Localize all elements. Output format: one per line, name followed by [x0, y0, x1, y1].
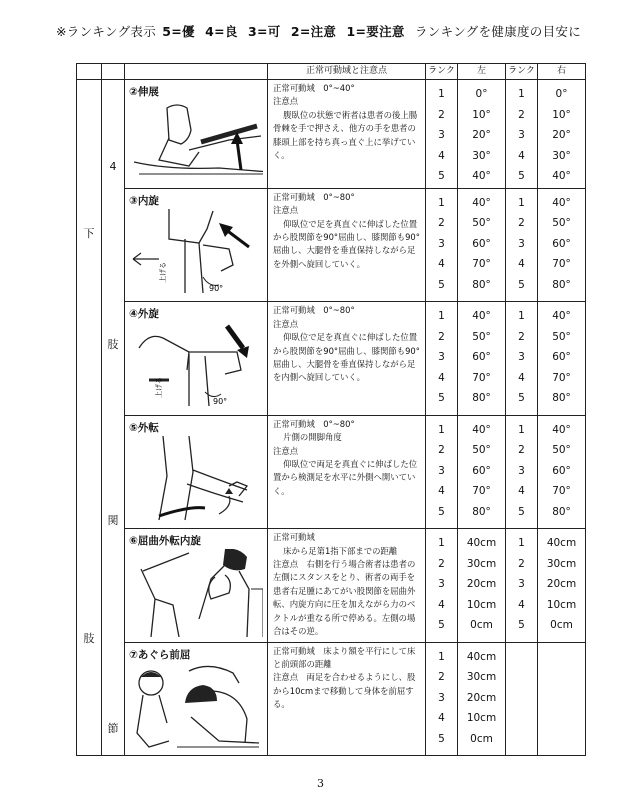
category-char-2: 肢 [107, 338, 119, 351]
rank-right-cell [506, 642, 538, 755]
ranking-legend [56, 22, 583, 40]
legend-rank-1: 1=要注意 [346, 24, 405, 39]
item-title: ②伸展 [129, 86, 159, 98]
legend-rank-4: 4=良 [205, 24, 238, 39]
external-rotation-illustration [129, 322, 263, 410]
rank-right-cell: 1 2 3 4 5 [506, 415, 538, 528]
left-value-cell: 40° 50° 60° 70° 80° [458, 302, 506, 415]
right-value-cell: 0° 10° 20° 30° 40° [538, 80, 586, 189]
rank-left-cell: 1 2 3 4 5 [426, 529, 458, 642]
internal-rotation-illustration [129, 209, 263, 297]
item-title: ⑤外転 [129, 421, 159, 434]
rank-right-cell: 1 2 3 4 5 [506, 188, 538, 301]
right-value-cell: 40cm 30cm 20cm 10cm 0cm [538, 529, 586, 642]
item-title: ⑦あぐら前屈 [129, 648, 191, 661]
header-right: 右 [538, 64, 586, 80]
illustration-cell [125, 529, 268, 642]
left-value-cell: 40cm 30cm 20cm 10cm 0cm [458, 642, 506, 755]
legend-suffix: ランキングを健康度の目安に [414, 24, 581, 39]
category-column [77, 80, 102, 756]
angle-label: 90° [213, 397, 228, 407]
left-value-cell: 40° 50° 60° 70° 80° [458, 188, 506, 301]
left-value-cell: 40° 50° 60° 70° 80° [458, 415, 506, 528]
right-value-cell [538, 642, 586, 755]
raise-label: 上げる [159, 261, 167, 283]
rank-right-cell: 1 2 3 4 5 [506, 80, 538, 189]
rank-left-cell: 1 2 3 4 5 [426, 188, 458, 301]
legend-rank-3: 3=可 [248, 24, 281, 39]
left-value-cell: 40cm 30cm 20cm 10cm 0cm [458, 529, 506, 642]
category-number: 4 [109, 160, 117, 173]
extension-illustration [129, 100, 263, 180]
category-char-4: 節 [107, 722, 119, 735]
item-description: 正常可動域 床より額を平行にして床と前頭部の距離 注意点 両足を合わせるようにし、股から10cmまで移動して身体を前屈する。 [268, 642, 426, 755]
legend-rank-5: 5=優 [162, 24, 195, 39]
abduction-illustration [129, 436, 263, 524]
right-value-cell: 40° 50° 60° 70° 80° [538, 188, 586, 301]
legend-prefix: ※ランキング表示 [56, 24, 156, 39]
item-description: 正常可動域 0°~40° 注意点 腹臥位の状態で術者は患者の後上腸骨棘を手で押さえ、他方の手を患者の膝頭上部を持ち真っ直ぐ上に挙げていく。 [268, 80, 426, 189]
illustration-cell [125, 302, 268, 415]
category-char-3: 関 [107, 514, 119, 527]
right-value-cell: 40° 50° 60° 70° 80° [538, 302, 586, 415]
item-title: ④外旋 [129, 308, 159, 321]
header-left: 左 [458, 64, 506, 80]
cross-legged-forward-bend-illustration [129, 663, 263, 751]
page-number: 3 [317, 777, 324, 790]
table-row [77, 80, 586, 189]
item-title: ③内旋 [129, 194, 159, 207]
item-description: 正常可動域 0°~80° 片側の開脚角度 注意点 仰臥位で両足を真直ぐに伸ばした位置から検測足を水平に外側へ開いていく。 [268, 415, 426, 528]
category-char-limb: 肢 [83, 632, 95, 645]
flexion-abduction-illustration [129, 549, 263, 637]
right-value-cell: 40° 50° 60° 70° 80° [538, 415, 586, 528]
item-description: 正常可動域 0°~80° 注意点 仰臥位で足を真直ぐに伸ばした位置から股関節を90°屈曲し、膝関節も90°屈曲し、大腿骨を垂直保持しながら足を内側へ旋回していく。 [268, 302, 426, 415]
raise-label: 上げる [155, 377, 163, 399]
table-row [77, 642, 586, 755]
rank-left-cell: 1 2 3 4 5 [426, 80, 458, 189]
illustration-cell [125, 415, 268, 528]
rank-left-cell: 1 2 3 4 5 [426, 302, 458, 415]
table-row [77, 529, 586, 642]
rank-right-cell: 1 2 3 4 5 [506, 529, 538, 642]
illustration-cell [125, 642, 268, 755]
legend-rank-2: 2=注意 [290, 24, 337, 39]
illustration-cell [125, 188, 268, 301]
angle-label: 90° [209, 283, 224, 293]
table-header [77, 64, 586, 80]
item-description: 正常可動域 0°~80° 注意点 仰臥位で足を真直ぐに伸ばした位置から股関節を90°屈曲し、膝関節も90°屈曲し、大腿骨を垂直保持しながら足を外側へ旋回していく。 [268, 188, 426, 301]
table-row [77, 415, 586, 528]
rank-left-cell: 1 2 3 4 5 [426, 642, 458, 755]
header-desc: 正常可動域と注意点 [268, 64, 426, 80]
subcategory-column [102, 80, 125, 756]
header-rank-left: ランク [426, 64, 458, 80]
item-title: ⑥屈曲外転内旋 [129, 535, 201, 548]
table-row [77, 302, 586, 415]
rom-table [76, 63, 586, 756]
rank-right-cell: 1 2 3 4 5 [506, 302, 538, 415]
illustration-cell [125, 80, 268, 189]
header-rank-right: ランク [506, 64, 538, 80]
table-row [77, 188, 586, 301]
rank-left-cell: 1 2 3 4 5 [426, 415, 458, 528]
left-value-cell: 0° 10° 20° 30° 40° [458, 80, 506, 189]
category-char-lower: 下 [83, 227, 95, 240]
item-description: 正常可動域 床から足第1指下部までの距離 注意点 右側を行う場合術者は患者の左側にスタンスをとり、術者の両手を患者右足腫にあてがい股関節を屈曲外転、内旋方向に圧を加えながら力のベクトルが重なる所で停める。左側の場合はその逆。 [268, 529, 426, 642]
